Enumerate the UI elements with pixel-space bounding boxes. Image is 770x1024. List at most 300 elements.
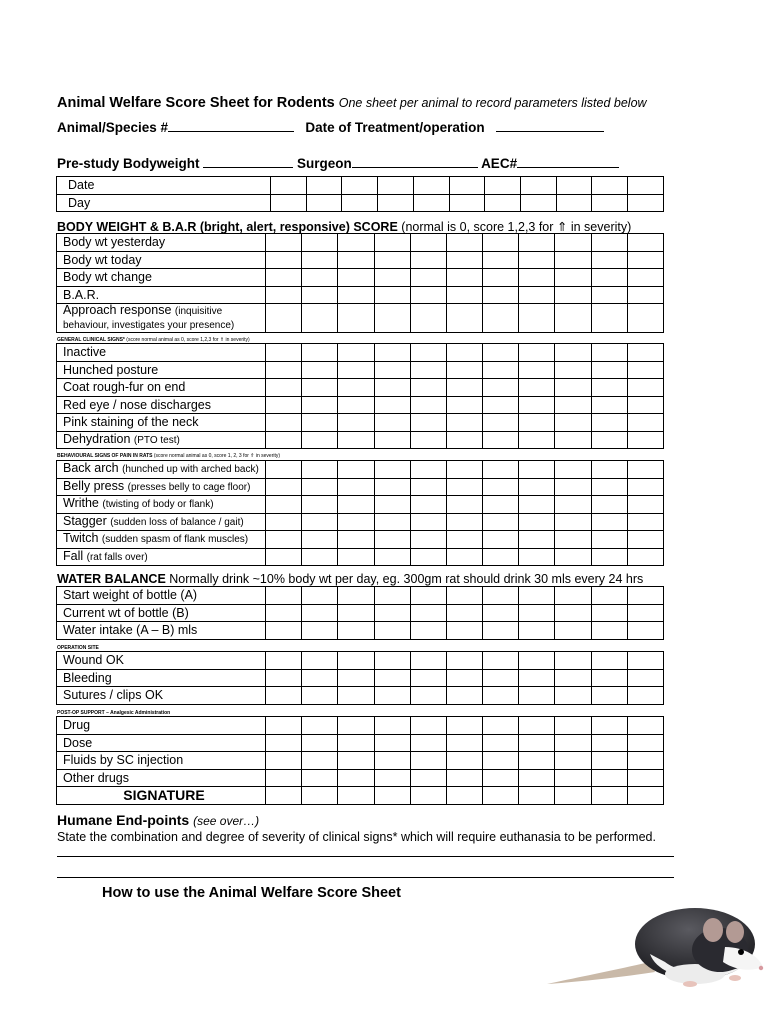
score-cell[interactable] [556, 194, 592, 212]
score-cell[interactable] [374, 622, 410, 640]
score-cell[interactable] [627, 548, 663, 566]
score-cell[interactable] [591, 379, 627, 397]
score-cell[interactable] [266, 622, 302, 640]
score-cell[interactable] [483, 251, 519, 269]
score-cell[interactable] [410, 269, 446, 287]
score-cell[interactable] [591, 769, 627, 787]
score-cell[interactable] [374, 687, 410, 705]
score-cell[interactable] [519, 587, 555, 605]
score-cell[interactable] [266, 604, 302, 622]
score-cell[interactable] [302, 344, 338, 362]
score-cell[interactable] [519, 734, 555, 752]
score-cell[interactable] [519, 361, 555, 379]
score-cell[interactable] [521, 194, 557, 212]
score-cell[interactable] [591, 396, 627, 414]
score-cell[interactable] [627, 304, 663, 333]
score-cell[interactable] [555, 251, 591, 269]
score-cell[interactable] [555, 687, 591, 705]
score-cell[interactable] [302, 769, 338, 787]
score-cell[interactable] [627, 669, 663, 687]
score-cell[interactable] [627, 587, 663, 605]
score-cell[interactable] [555, 496, 591, 514]
score-cell[interactable] [483, 669, 519, 687]
score-cell[interactable] [483, 604, 519, 622]
score-cell[interactable] [628, 194, 664, 212]
score-cell[interactable] [374, 548, 410, 566]
score-cell[interactable] [374, 652, 410, 670]
score-cell[interactable] [591, 652, 627, 670]
score-cell[interactable] [374, 717, 410, 735]
score-cell[interactable] [410, 587, 446, 605]
score-cell[interactable] [519, 251, 555, 269]
score-cell[interactable] [483, 379, 519, 397]
score-cell[interactable] [446, 734, 482, 752]
score-cell[interactable] [302, 587, 338, 605]
score-cell[interactable] [483, 414, 519, 432]
score-cell[interactable] [591, 669, 627, 687]
score-cell[interactable] [266, 304, 302, 333]
score-cell[interactable] [519, 622, 555, 640]
score-cell[interactable] [555, 304, 591, 333]
score-cell[interactable] [302, 461, 338, 479]
score-cell[interactable] [555, 269, 591, 287]
score-cell[interactable] [266, 461, 302, 479]
score-cell[interactable] [338, 496, 374, 514]
score-cell[interactable] [302, 752, 338, 770]
score-cell[interactable] [374, 769, 410, 787]
score-cell[interactable] [555, 414, 591, 432]
score-cell[interactable] [338, 531, 374, 549]
score-cell[interactable] [519, 234, 555, 252]
score-cell[interactable] [266, 687, 302, 705]
score-cell[interactable] [266, 344, 302, 362]
score-cell[interactable] [342, 194, 378, 212]
score-cell[interactable] [555, 286, 591, 304]
score-cell[interactable] [446, 431, 482, 449]
score-cell[interactable] [266, 361, 302, 379]
score-cell[interactable] [519, 669, 555, 687]
species-field[interactable] [168, 119, 294, 132]
score-cell[interactable] [591, 687, 627, 705]
score-cell[interactable] [266, 414, 302, 432]
score-cell[interactable] [374, 379, 410, 397]
score-cell[interactable] [519, 396, 555, 414]
score-cell[interactable] [266, 752, 302, 770]
score-cell[interactable] [591, 752, 627, 770]
score-cell[interactable] [374, 361, 410, 379]
score-cell[interactable] [555, 379, 591, 397]
score-cell[interactable] [410, 717, 446, 735]
score-cell[interactable] [338, 414, 374, 432]
score-cell[interactable] [555, 513, 591, 531]
score-cell[interactable] [519, 513, 555, 531]
score-cell[interactable] [483, 431, 519, 449]
score-cell[interactable] [413, 177, 449, 195]
score-cell[interactable] [591, 787, 627, 805]
score-cell[interactable] [338, 251, 374, 269]
score-cell[interactable] [338, 787, 374, 805]
score-cell[interactable] [410, 304, 446, 333]
score-cell[interactable] [446, 752, 482, 770]
score-cell[interactable] [302, 304, 338, 333]
score-cell[interactable] [338, 622, 374, 640]
score-cell[interactable] [374, 513, 410, 531]
score-cell[interactable] [591, 548, 627, 566]
score-cell[interactable] [555, 361, 591, 379]
score-cell[interactable] [483, 304, 519, 333]
score-cell[interactable] [556, 177, 592, 195]
score-cell[interactable] [374, 734, 410, 752]
score-cell[interactable] [374, 269, 410, 287]
score-cell[interactable] [410, 652, 446, 670]
score-cell[interactable] [519, 414, 555, 432]
score-cell[interactable] [555, 752, 591, 770]
score-cell[interactable] [555, 344, 591, 362]
score-cell[interactable] [591, 717, 627, 735]
endpoints-line-2[interactable] [57, 877, 674, 878]
score-cell[interactable] [374, 251, 410, 269]
score-cell[interactable] [446, 304, 482, 333]
score-cell[interactable] [555, 622, 591, 640]
score-cell[interactable] [271, 177, 307, 195]
score-cell[interactable] [338, 461, 374, 479]
score-cell[interactable] [483, 461, 519, 479]
score-cell[interactable] [627, 361, 663, 379]
score-cell[interactable] [302, 269, 338, 287]
score-cell[interactable] [591, 414, 627, 432]
score-cell[interactable] [410, 234, 446, 252]
score-cell[interactable] [374, 234, 410, 252]
score-cell[interactable] [266, 734, 302, 752]
score-cell[interactable] [302, 478, 338, 496]
score-cell[interactable] [591, 531, 627, 549]
score-cell[interactable] [302, 234, 338, 252]
score-cell[interactable] [338, 513, 374, 531]
score-cell[interactable] [627, 478, 663, 496]
score-cell[interactable] [266, 269, 302, 287]
score-cell[interactable] [302, 548, 338, 566]
score-cell[interactable] [410, 531, 446, 549]
score-cell[interactable] [302, 286, 338, 304]
score-cell[interactable] [410, 604, 446, 622]
score-cell[interactable] [302, 717, 338, 735]
score-cell[interactable] [374, 396, 410, 414]
score-cell[interactable] [338, 734, 374, 752]
score-cell[interactable] [338, 478, 374, 496]
score-cell[interactable] [591, 622, 627, 640]
treatment-date-field[interactable] [496, 119, 604, 132]
score-cell[interactable] [374, 496, 410, 514]
score-cell[interactable] [519, 478, 555, 496]
score-cell[interactable] [266, 652, 302, 670]
score-cell[interactable] [374, 604, 410, 622]
score-cell[interactable] [266, 496, 302, 514]
aec-field[interactable] [517, 155, 619, 168]
score-cell[interactable] [483, 587, 519, 605]
score-cell[interactable] [302, 513, 338, 531]
score-cell[interactable] [446, 379, 482, 397]
score-cell[interactable] [555, 734, 591, 752]
score-cell[interactable] [591, 478, 627, 496]
score-cell[interactable] [446, 587, 482, 605]
score-cell[interactable] [627, 652, 663, 670]
score-cell[interactable] [266, 513, 302, 531]
score-cell[interactable] [555, 652, 591, 670]
surgeon-field[interactable] [352, 155, 478, 168]
score-cell[interactable] [519, 752, 555, 770]
score-cell[interactable] [483, 787, 519, 805]
score-cell[interactable] [338, 769, 374, 787]
score-cell[interactable] [271, 194, 307, 212]
score-cell[interactable] [627, 769, 663, 787]
score-cell[interactable] [483, 361, 519, 379]
score-cell[interactable] [483, 344, 519, 362]
score-cell[interactable] [591, 431, 627, 449]
score-cell[interactable] [302, 669, 338, 687]
score-cell[interactable] [410, 396, 446, 414]
score-cell[interactable] [446, 478, 482, 496]
score-cell[interactable] [266, 531, 302, 549]
score-cell[interactable] [378, 194, 414, 212]
score-cell[interactable] [627, 431, 663, 449]
score-cell[interactable] [338, 431, 374, 449]
score-cell[interactable] [446, 669, 482, 687]
score-cell[interactable] [266, 396, 302, 414]
score-cell[interactable] [519, 379, 555, 397]
score-cell[interactable] [302, 787, 338, 805]
score-cell[interactable] [555, 548, 591, 566]
score-cell[interactable] [483, 513, 519, 531]
score-cell[interactable] [302, 622, 338, 640]
score-cell[interactable] [627, 414, 663, 432]
score-cell[interactable] [266, 787, 302, 805]
score-cell[interactable] [302, 379, 338, 397]
score-cell[interactable] [266, 478, 302, 496]
score-cell[interactable] [627, 734, 663, 752]
score-cell[interactable] [591, 461, 627, 479]
score-cell[interactable] [338, 304, 374, 333]
score-cell[interactable] [410, 769, 446, 787]
score-cell[interactable] [519, 269, 555, 287]
score-cell[interactable] [410, 344, 446, 362]
score-cell[interactable] [483, 548, 519, 566]
score-cell[interactable] [519, 496, 555, 514]
score-cell[interactable] [374, 669, 410, 687]
score-cell[interactable] [591, 496, 627, 514]
score-cell[interactable] [374, 531, 410, 549]
score-cell[interactable] [374, 787, 410, 805]
score-cell[interactable] [446, 769, 482, 787]
score-cell[interactable] [555, 604, 591, 622]
score-cell[interactable] [483, 687, 519, 705]
score-cell[interactable] [266, 548, 302, 566]
bodyweight-field[interactable] [203, 155, 293, 168]
score-cell[interactable] [302, 604, 338, 622]
score-cell[interactable] [555, 587, 591, 605]
score-cell[interactable] [627, 379, 663, 397]
score-cell[interactable] [555, 234, 591, 252]
score-cell[interactable] [627, 344, 663, 362]
score-cell[interactable] [591, 304, 627, 333]
score-cell[interactable] [410, 251, 446, 269]
score-cell[interactable] [302, 414, 338, 432]
score-cell[interactable] [446, 286, 482, 304]
score-cell[interactable] [555, 769, 591, 787]
score-cell[interactable] [483, 752, 519, 770]
score-cell[interactable] [338, 587, 374, 605]
score-cell[interactable] [378, 177, 414, 195]
score-cell[interactable] [591, 269, 627, 287]
score-cell[interactable] [628, 177, 664, 195]
score-cell[interactable] [592, 194, 628, 212]
score-cell[interactable] [555, 461, 591, 479]
score-cell[interactable] [519, 604, 555, 622]
score-cell[interactable] [338, 344, 374, 362]
score-cell[interactable] [302, 361, 338, 379]
score-cell[interactable] [410, 379, 446, 397]
score-cell[interactable] [446, 548, 482, 566]
score-cell[interactable] [627, 604, 663, 622]
score-cell[interactable] [413, 194, 449, 212]
score-cell[interactable] [446, 717, 482, 735]
score-cell[interactable] [338, 669, 374, 687]
score-cell[interactable] [483, 652, 519, 670]
score-cell[interactable] [446, 687, 482, 705]
score-cell[interactable] [446, 787, 482, 805]
score-cell[interactable] [555, 396, 591, 414]
score-cell[interactable] [449, 177, 485, 195]
score-cell[interactable] [302, 431, 338, 449]
score-cell[interactable] [338, 396, 374, 414]
score-cell[interactable] [627, 251, 663, 269]
score-cell[interactable] [410, 734, 446, 752]
score-cell[interactable] [627, 717, 663, 735]
score-cell[interactable] [519, 286, 555, 304]
score-cell[interactable] [266, 717, 302, 735]
endpoints-line-1[interactable] [57, 856, 674, 857]
score-cell[interactable] [266, 379, 302, 397]
score-cell[interactable] [555, 531, 591, 549]
score-cell[interactable] [302, 652, 338, 670]
score-cell[interactable] [410, 548, 446, 566]
score-cell[interactable] [446, 531, 482, 549]
score-cell[interactable] [266, 431, 302, 449]
score-cell[interactable] [410, 496, 446, 514]
score-cell[interactable] [591, 587, 627, 605]
score-cell[interactable] [483, 496, 519, 514]
score-cell[interactable] [338, 548, 374, 566]
score-cell[interactable] [266, 286, 302, 304]
score-cell[interactable] [627, 752, 663, 770]
score-cell[interactable] [338, 604, 374, 622]
score-cell[interactable] [410, 622, 446, 640]
score-cell[interactable] [410, 478, 446, 496]
score-cell[interactable] [591, 251, 627, 269]
score-cell[interactable] [374, 431, 410, 449]
score-cell[interactable] [483, 769, 519, 787]
score-cell[interactable] [410, 414, 446, 432]
score-cell[interactable] [338, 361, 374, 379]
score-cell[interactable] [410, 431, 446, 449]
score-cell[interactable] [449, 194, 485, 212]
score-cell[interactable] [627, 687, 663, 705]
score-cell[interactable] [338, 286, 374, 304]
score-cell[interactable] [483, 269, 519, 287]
score-cell[interactable] [519, 717, 555, 735]
score-cell[interactable] [519, 787, 555, 805]
score-cell[interactable] [446, 622, 482, 640]
score-cell[interactable] [374, 344, 410, 362]
score-cell[interactable] [338, 234, 374, 252]
score-cell[interactable] [483, 396, 519, 414]
score-cell[interactable] [591, 234, 627, 252]
score-cell[interactable] [483, 531, 519, 549]
score-cell[interactable] [446, 251, 482, 269]
score-cell[interactable] [627, 787, 663, 805]
score-cell[interactable] [483, 717, 519, 735]
score-cell[interactable] [446, 496, 482, 514]
score-cell[interactable] [555, 478, 591, 496]
score-cell[interactable] [446, 396, 482, 414]
score-cell[interactable] [266, 587, 302, 605]
score-cell[interactable] [338, 269, 374, 287]
score-cell[interactable] [374, 478, 410, 496]
score-cell[interactable] [485, 177, 521, 195]
score-cell[interactable] [519, 304, 555, 333]
score-cell[interactable] [627, 269, 663, 287]
score-cell[interactable] [483, 734, 519, 752]
score-cell[interactable] [410, 787, 446, 805]
score-cell[interactable] [446, 269, 482, 287]
score-cell[interactable] [410, 669, 446, 687]
score-cell[interactable] [591, 361, 627, 379]
score-cell[interactable] [519, 344, 555, 362]
score-cell[interactable] [374, 304, 410, 333]
score-cell[interactable] [446, 414, 482, 432]
score-cell[interactable] [338, 752, 374, 770]
score-cell[interactable] [627, 461, 663, 479]
score-cell[interactable] [410, 513, 446, 531]
score-cell[interactable] [627, 234, 663, 252]
score-cell[interactable] [519, 687, 555, 705]
score-cell[interactable] [410, 687, 446, 705]
score-cell[interactable] [519, 652, 555, 670]
score-cell[interactable] [446, 344, 482, 362]
score-cell[interactable] [483, 286, 519, 304]
score-cell[interactable] [410, 752, 446, 770]
score-cell[interactable] [446, 361, 482, 379]
score-cell[interactable] [306, 194, 342, 212]
score-cell[interactable] [410, 286, 446, 304]
score-cell[interactable] [302, 251, 338, 269]
score-cell[interactable] [521, 177, 557, 195]
score-cell[interactable] [338, 717, 374, 735]
score-cell[interactable] [591, 604, 627, 622]
score-cell[interactable] [591, 344, 627, 362]
score-cell[interactable] [519, 461, 555, 479]
score-cell[interactable] [374, 461, 410, 479]
score-cell[interactable] [519, 431, 555, 449]
score-cell[interactable] [338, 687, 374, 705]
score-cell[interactable] [591, 734, 627, 752]
score-cell[interactable] [555, 717, 591, 735]
score-cell[interactable] [302, 396, 338, 414]
score-cell[interactable] [627, 531, 663, 549]
score-cell[interactable] [302, 734, 338, 752]
score-cell[interactable] [555, 787, 591, 805]
score-cell[interactable] [446, 652, 482, 670]
score-cell[interactable] [627, 513, 663, 531]
